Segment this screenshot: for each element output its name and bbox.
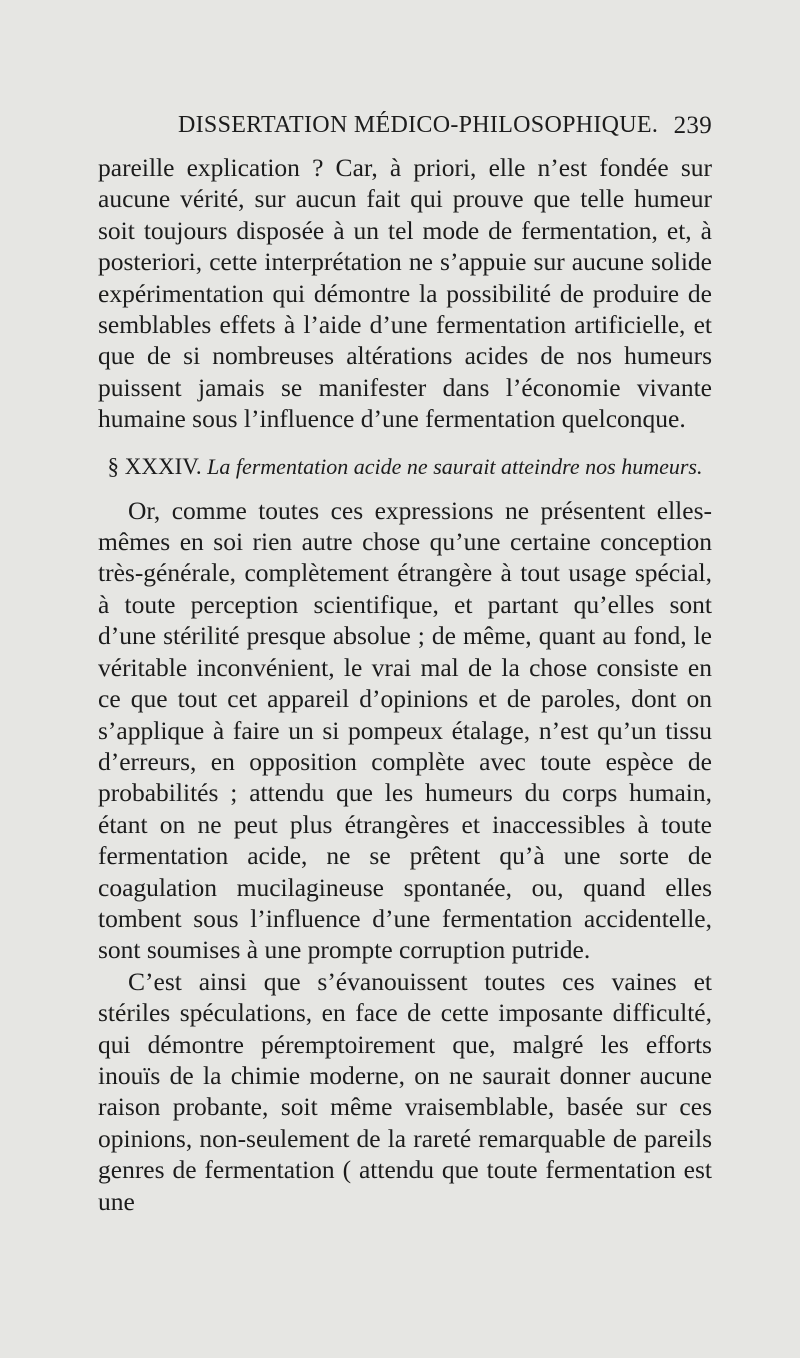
paragraph-continued: pareille explication ? Car, à priori, elle n’est fondée sur aucune vérité, sur aucun fait qui prouve que telle humeur soit toujours disposée à un tel mode de fermentation, et, à posteriori, cette interprétation ne s’appuie sur aucune solide expérimentation qui démontre la possibilité de produire de semblables effets à l’aide d’une fermentation artificielle, et que de si nombreuses altérations acides de nos humeurs puissent jamais se manifester dans l’économie vivante humaine sous l’influence d’une fermentation quelconque.: [98, 153, 712, 434]
running-title: DISSERTATION MÉDICO-PHILOSOPHIQUE.: [178, 112, 659, 138]
section-heading: [98, 455, 712, 479]
paragraph: Or, comme toutes ces expressions ne présentent elles-mêmes en soi rien autre chose qu’une certaine conception très-générale, complètement étrangère à tout usage spécial, à toute perception scientifique, et partant qu’elles sont d’une stérilité presque absolue ; de même, quant au fond, le véritable inconvénient, le vrai mal de la chose consiste en ce que tout cet appareil d’opinions et de paroles, dont on s’applique à faire un si pompeux étalage, n’est qu’un tissu d’erreurs, en opposition complète avec toute espèce de probabilités ; attendu que les humeurs du corps humain, étant on ne peut plus étrangères et inaccessibles à toute fermentation acide, ne se prêtent qu’à une sorte de coagulation mucilagineuse spontanée, ou, quand elles tombent sous l’influence d’une fermentation accidentelle, sont soumises à une prompte corruption putride.: [98, 495, 712, 965]
page-number: 239: [673, 112, 712, 139]
body-text: [98, 152, 712, 1217]
paragraph: C’est ainsi que s’évanouissent toutes ces vaines et stériles spéculations, en face de cette imposante difficulté, qui démontre péremptoirement que, malgré les efforts inouïs de la chimie moderne, on ne saurait donner aucune raison probante, soit même vraisemblable, basée sur ces opinions, non-seulement de la rareté remarquable de pareils genres de fermentation ( attendu que toute fermentation est une: [98, 966, 712, 1216]
section-number: § XXXIV.: [107, 453, 202, 479]
running-head: [178, 112, 712, 139]
section-title: La fermentation acide ne saurait atteindre nos humeurs.: [207, 453, 703, 479]
